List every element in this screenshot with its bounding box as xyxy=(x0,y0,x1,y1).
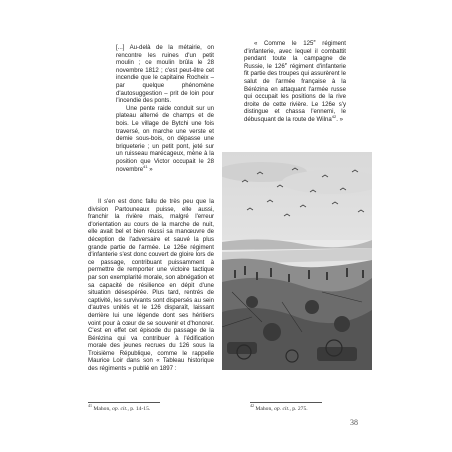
footnote-right-pages: , p. 275. xyxy=(289,406,308,412)
page-number: 38 xyxy=(350,418,358,427)
quote-left-close: » xyxy=(147,165,153,173)
footnote-left-ref: op. cit. xyxy=(112,406,128,412)
quote-right-column xyxy=(244,37,346,124)
quote-left-paragraph-2 xyxy=(116,105,214,173)
footnote-ref-41: 41 xyxy=(143,163,148,169)
footnote-right-ref: op. cit. xyxy=(274,406,290,412)
footnote-left xyxy=(88,403,151,412)
quote-left-paragraph-2-text: Une pente raide conduit sur un plateau alterné de champs et de bois. Le village de Bytchi une fois traversé, on marche une verste et demie sous-bois, on dépasse une briqueterie ; un petit pont, jeté sur un ruisseau marécageux, mène à la position que Victor occupait le 28 novembre xyxy=(116,104,214,173)
body-paragraph: Il s'en est donc fallu de très peu que la division Partouneaux puisse, elle aussi, franchir la rivière mais, malgré l'erreur d'orientation au cours de la marche de nuit, elle avait bel et bien réussi sa manœuvre de déception de l'adversaire et sauvé la plus grande partie de l'armée. Le 126e régiment d'infanterie s'est donc couvert de gloire lors de ce passage, contribuant puissamment à permettre de remporter une victoire tactique par son exemplarité morale, son abnégation et sa capacité de résilience en dépit d'une situation désespérée. Plus tard, rentrés de captivité, les survivants sont dispersés au sein d'autres unités et le 126 disparaît, laissant derrière lui une légende dont ses héritiers voint pour à cœur de se souvenir et d'honorer. C'est en effet cet épisode du passage de la Bérézina qui va contribuer à l'édification morale des jeunes recrues du 126 sous la Troisième République, comme le rappelle Maurice Loir dans son « Tableau historique des régiments » publié en 1897 : xyxy=(88,198,214,373)
footnote-ref-42: 42 xyxy=(331,113,337,119)
footnote-right xyxy=(250,403,308,412)
quote-left-column xyxy=(116,44,214,173)
berezina-crossing-engraving xyxy=(222,152,372,370)
quote-right-text-2: régiment d'infanterie, avec lequel il combattit pendant toute la campagne de Russie, le 126 xyxy=(244,40,346,70)
footnote-right-number: 42 xyxy=(250,403,254,409)
superscript-e-2: e xyxy=(284,60,288,66)
quote-right-text-1: « Comme le 125 xyxy=(254,40,314,47)
quote-right-close: . » xyxy=(336,115,343,123)
footnote-left-pages: , p. 14-15. xyxy=(127,406,151,412)
quote-right-paragraph xyxy=(244,37,346,124)
footnote-left-author: Mahon, xyxy=(93,406,113,412)
quote-left-paragraph-1: [...] Au-delà de la métairie, on rencontre les ruines d'un petit moulin ; ce moulin brûla le 28 novembre 1812 ; c'est peut-être cet incendie que le capitaine Rocheix – par quelque phénomène d'autosuggestion – prit de loin pour l'incendie des ponts. xyxy=(116,44,214,105)
footnote-separator-left xyxy=(88,402,160,403)
footnote-right-author: Mahon, xyxy=(255,406,275,412)
footnote-separator-right xyxy=(250,402,322,403)
body-text-left xyxy=(88,198,214,373)
footnote-left-number: 41 xyxy=(88,403,92,409)
superscript-e-1: e xyxy=(313,37,316,43)
quote-right-text-3: régiment d'infanterie fit partie des troupes qui assurèrent le salut de l'armée française à la Bérézina en attaquant l'armée russe qui occupait les positions de la rive droite de cette rivière. Le 126e s'y distingue et chassa l'ennemi, le débusquant de la route de Wilna xyxy=(244,62,346,123)
battle-illustration xyxy=(222,152,372,370)
